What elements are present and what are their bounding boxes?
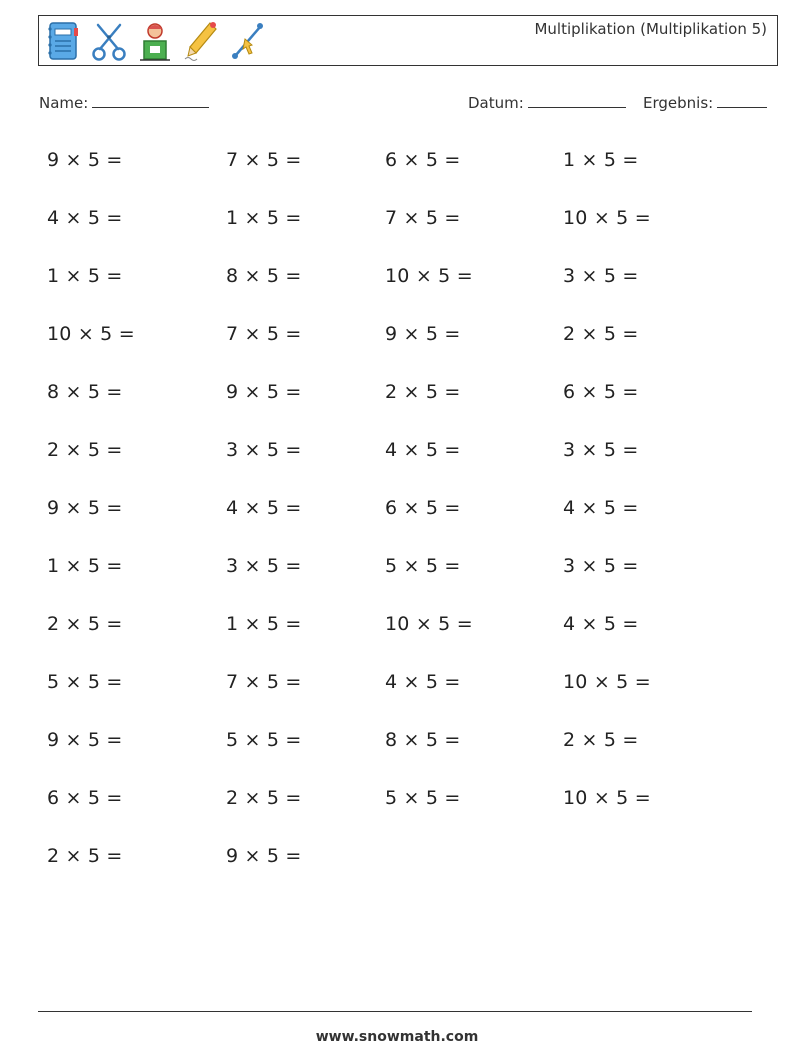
drawing-compass-icon [228, 19, 266, 63]
problem-item: 1 × 5 = [47, 555, 123, 577]
problem-item: 6 × 5 = [47, 787, 123, 809]
name-line[interactable] [92, 93, 209, 108]
problem-item: 2 × 5 = [47, 439, 123, 461]
problem-item: 1 × 5 = [226, 207, 302, 229]
problem-item: 5 × 5 = [385, 787, 461, 809]
problem-item: 4 × 5 = [226, 497, 302, 519]
problem-item: 10 × 5 = [385, 265, 473, 287]
problem-item: 5 × 5 = [385, 555, 461, 577]
worksheet-title: Multiplikation (Multiplikation 5) [534, 20, 767, 38]
problem-item: 4 × 5 = [47, 207, 123, 229]
problem-item: 9 × 5 = [226, 845, 302, 867]
student-laptop-icon [136, 19, 174, 63]
problem-item: 4 × 5 = [563, 613, 639, 635]
problem-item: 4 × 5 = [385, 439, 461, 461]
date-label: Datum: [468, 94, 524, 112]
problem-item: 2 × 5 = [385, 381, 461, 403]
notebook-icon [44, 19, 82, 63]
problem-item: 2 × 5 = [563, 729, 639, 751]
worksheet-header [38, 15, 778, 66]
problem-item: 5 × 5 = [47, 671, 123, 693]
problem-item: 9 × 5 = [385, 323, 461, 345]
result-label: Ergebnis: [643, 94, 714, 112]
problem-item: 8 × 5 = [47, 381, 123, 403]
date-field[interactable] [468, 93, 626, 112]
problem-item: 6 × 5 = [563, 381, 639, 403]
problem-item: 4 × 5 = [563, 497, 639, 519]
problem-item: 3 × 5 = [563, 439, 639, 461]
problem-item: 9 × 5 = [47, 149, 123, 171]
problem-item: 5 × 5 = [226, 729, 302, 751]
problem-item: 1 × 5 = [226, 613, 302, 635]
problem-item: 8 × 5 = [385, 729, 461, 751]
header-icons [44, 19, 266, 63]
problem-item: 9 × 5 = [47, 497, 123, 519]
result-line[interactable] [717, 93, 767, 108]
problem-item: 8 × 5 = [226, 265, 302, 287]
problem-item: 2 × 5 = [563, 323, 639, 345]
problem-item: 2 × 5 = [226, 787, 302, 809]
problem-item: 7 × 5 = [226, 671, 302, 693]
footer-divider [38, 1011, 752, 1012]
result-field[interactable] [643, 93, 767, 112]
problem-item: 1 × 5 = [47, 265, 123, 287]
problem-item: 10 × 5 = [563, 671, 651, 693]
scissors-icon [90, 19, 128, 63]
problem-item: 10 × 5 = [47, 323, 135, 345]
problem-item: 3 × 5 = [226, 439, 302, 461]
problem-item: 7 × 5 = [226, 149, 302, 171]
problem-item: 10 × 5 = [563, 207, 651, 229]
problem-item: 7 × 5 = [385, 207, 461, 229]
problem-item: 10 × 5 = [563, 787, 651, 809]
problem-item: 3 × 5 = [226, 555, 302, 577]
problem-item: 9 × 5 = [47, 729, 123, 751]
problem-item: 2 × 5 = [47, 613, 123, 635]
footer-url: www.snowmath.com [315, 1029, 479, 1045]
problem-item: 10 × 5 = [385, 613, 473, 635]
problem-item: 4 × 5 = [385, 671, 461, 693]
problem-item: 9 × 5 = [226, 381, 302, 403]
problem-item: 7 × 5 = [226, 323, 302, 345]
problem-item: 3 × 5 = [563, 265, 639, 287]
name-label: Name: [39, 94, 89, 112]
problem-item: 6 × 5 = [385, 497, 461, 519]
problem-item: 3 × 5 = [563, 555, 639, 577]
problem-item: 2 × 5 = [47, 845, 123, 867]
date-line[interactable] [528, 93, 626, 108]
name-field[interactable] [39, 93, 209, 112]
pencil-icon [182, 19, 220, 63]
problem-item: 6 × 5 = [385, 149, 461, 171]
problem-item: 1 × 5 = [563, 149, 639, 171]
